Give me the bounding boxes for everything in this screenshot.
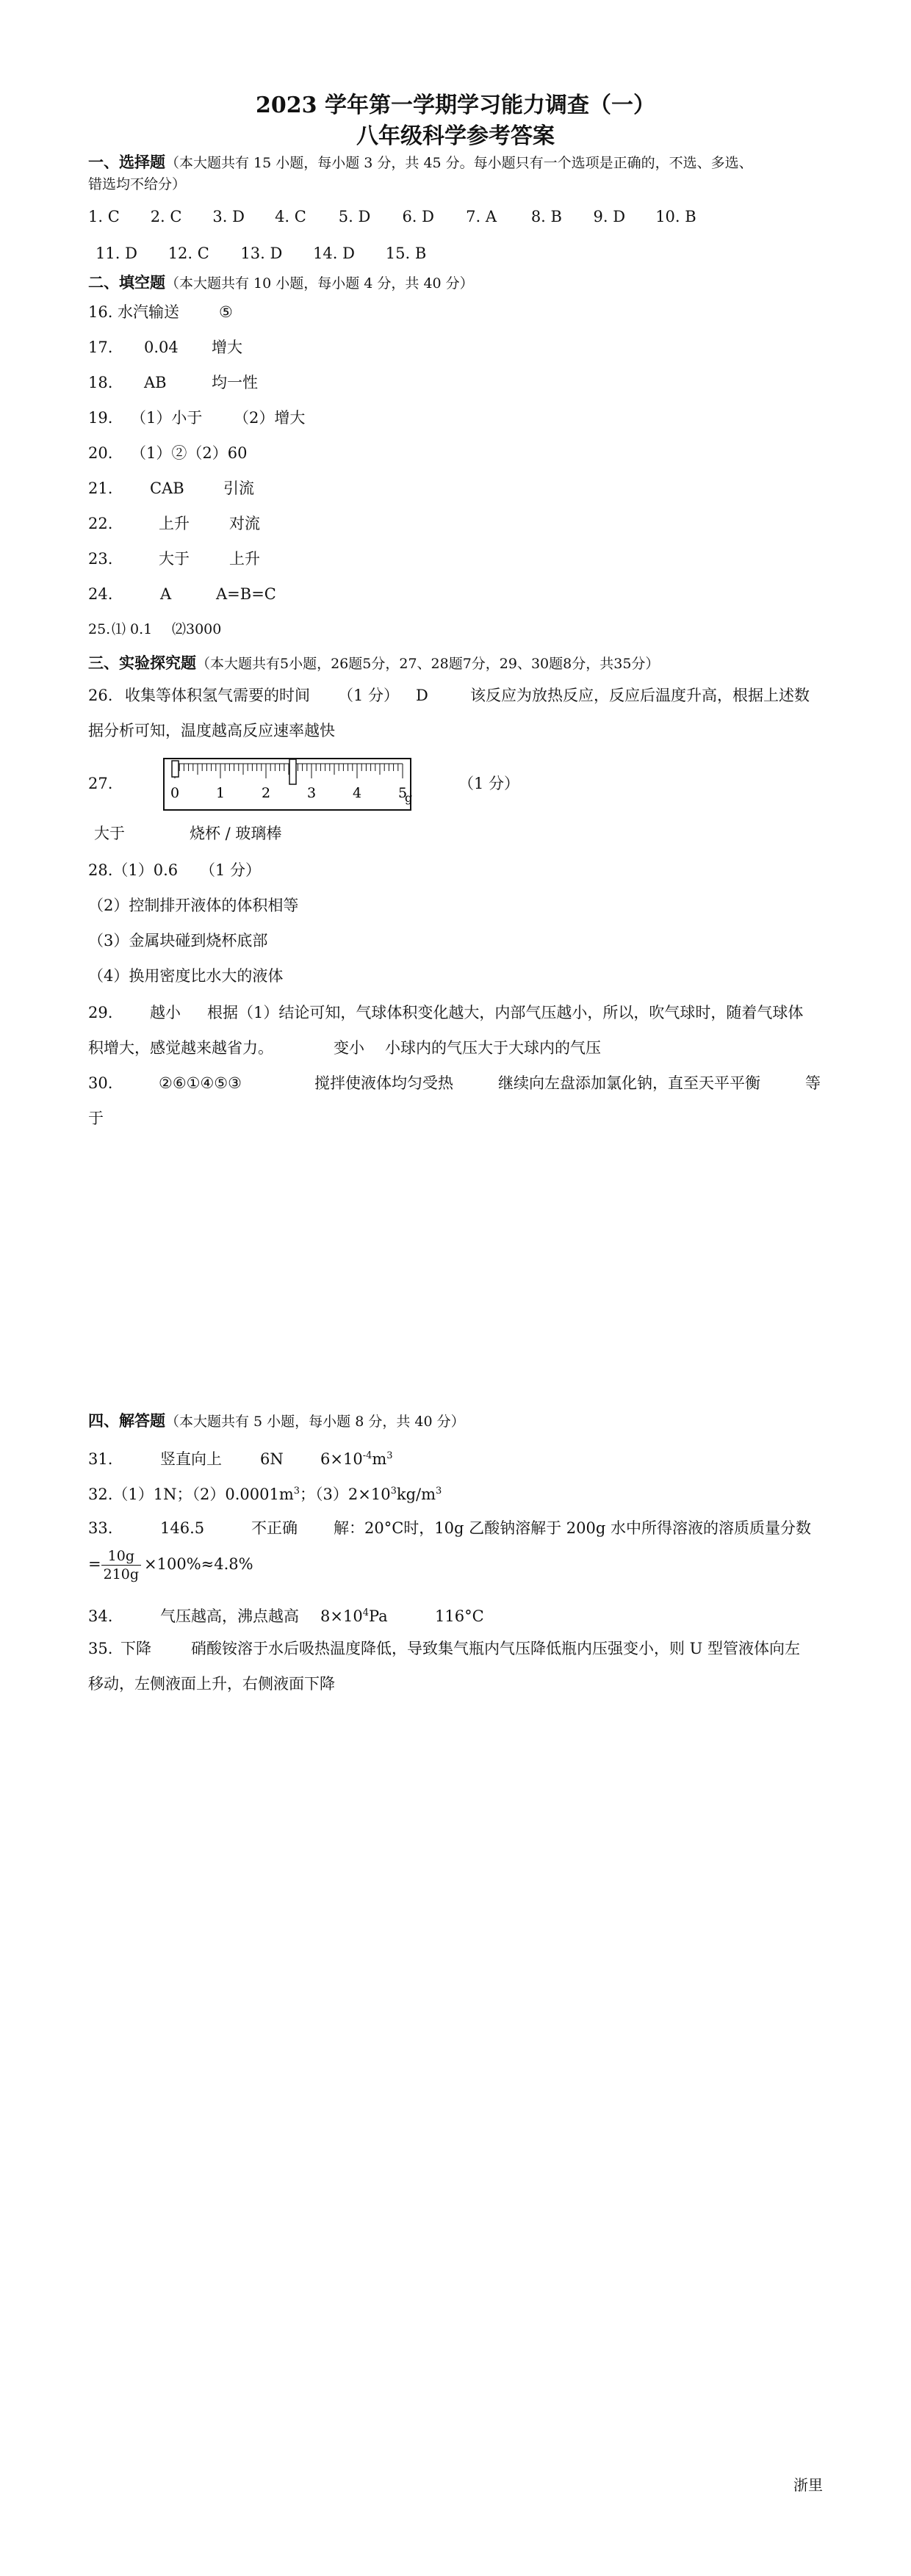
choice-answer: 8. B [530, 208, 562, 225]
answer-b [320, 1602, 435, 1627]
answer-q24 [88, 583, 276, 605]
answer-b: 烧杯 / 玻璃棒 [190, 825, 282, 842]
q-number: 25. [88, 621, 111, 637]
choice-answer: 7. A [466, 208, 497, 225]
answer-q31 [88, 1445, 393, 1470]
answer-a: （1）②（2）60 [131, 444, 248, 462]
answer-c: 积增大，感觉越来越省力。 [88, 1039, 273, 1057]
ruler-tick-label: 3 [306, 785, 317, 801]
answer-a: 0.04 [144, 339, 179, 356]
q-number: 34. [88, 1607, 113, 1625]
choice-answer: 14. D [313, 245, 355, 262]
answer-a: 越小 [150, 1004, 181, 1021]
answer-a: 32.（1）1N；（2）0.0001m [88, 1486, 294, 1503]
answer-b: D [416, 687, 428, 704]
answer-q30-line-1 [88, 1072, 821, 1094]
answer-a: AB [144, 374, 167, 391]
ruler-tick-label: 0 [170, 785, 180, 801]
choice-answer: 1. C [88, 208, 120, 225]
answer-a: CAB [150, 480, 184, 497]
answer-q30-line-2: 于 [88, 1110, 104, 1127]
answer-b: 不正确 [251, 1519, 298, 1537]
answer-result: ×100%≈4.8% [144, 1555, 253, 1573]
answer-q28-line-1 [88, 859, 261, 881]
answer-q28-line-3: （3）金属块碰到烧杯底部 [88, 932, 268, 949]
answer-c: 继续向左盘添加氯化钠，直至天平平衡 [498, 1074, 760, 1092]
answer-q26-line-1 [88, 684, 810, 706]
q-number: 21. [88, 480, 113, 497]
answer-c: 该反应为放热反应，反应后温度升高，根据上述数 [470, 687, 810, 704]
title-line-1: 2023 学年第一学期学习能力调查（一） [256, 93, 655, 118]
answer-a: （1）小于 [131, 409, 203, 427]
choice-answer: 15. B [385, 245, 427, 262]
answer-b: ⑤ [219, 303, 233, 321]
q-number: 35. [88, 1640, 113, 1657]
section3-heading: 三、实验探究题 [88, 654, 196, 672]
ruler-tick-label: 2 [261, 785, 271, 801]
equals-sign: = [88, 1555, 101, 1573]
ruler-tick-label: 1 [215, 785, 226, 801]
exponent: 3 [386, 1450, 393, 1461]
answer-d: 等 [805, 1074, 821, 1092]
q-number: 31. [88, 1450, 113, 1468]
answer-b: 引流 [223, 480, 254, 497]
q-number: 23. [88, 550, 113, 568]
choice-answer: 11. D [96, 245, 137, 262]
answer-q32 [88, 1480, 442, 1505]
section4-heading: 四、解答题 [88, 1411, 165, 1430]
answer-q16 [88, 301, 233, 323]
value: 8×10 [320, 1607, 363, 1625]
answer-q20 [88, 442, 247, 464]
exponent: 4 [362, 1607, 369, 1618]
q-number: 30. [88, 1074, 113, 1092]
ruler-slider [289, 759, 296, 784]
ruler-tick-label: 4 [352, 785, 362, 801]
answer-q18 [88, 372, 258, 394]
answer-c: 解：20°C时，10g 乙酸钠溶解于 200g 水中所得溶液的溶质质量分数 [334, 1519, 812, 1537]
scale-ruler [163, 758, 413, 812]
q27-score: （1 分） [458, 775, 520, 792]
answer-b: A=B=C [216, 585, 276, 603]
answer-q35-line-2: 移动，左侧液面上升，右侧液面下降 [88, 1675, 335, 1693]
choice-answer: 10. B [655, 208, 696, 225]
answer-q28-line-2: （2）控制排开液体的体积相等 [88, 897, 299, 914]
answer-q28-line-4: （4）换用密度比水大的液体 [88, 967, 284, 985]
exponent: 3 [436, 1486, 442, 1497]
value: 6×10 [320, 1450, 363, 1468]
answer-b: ⑵3000 [172, 621, 222, 637]
exponent: 3 [293, 1486, 300, 1497]
answer-b: 均一性 [212, 374, 258, 391]
answer-q33-line-2 [88, 1546, 253, 1583]
q-number: 17. [88, 339, 113, 356]
choice-answer: 6. D [402, 208, 434, 225]
answer-q23 [88, 548, 260, 570]
section4-header [88, 1410, 465, 1433]
q-number: 24. [88, 585, 113, 603]
answer-c: 116°C [435, 1607, 484, 1625]
choice-answer: 4. C [275, 208, 306, 225]
answer-b: ；（3）2×10 [300, 1486, 391, 1503]
q27-number: 27. [88, 775, 113, 792]
unit: Pa [368, 1607, 388, 1625]
fraction-denominator: 210g [103, 1566, 140, 1582]
answer-a: 竖直向上 [160, 1450, 222, 1468]
q-number: 22. [88, 515, 113, 532]
answer-q27-line-2 [94, 822, 281, 844]
section1-note-1: （本大题共有 15 小题，每小题 3 分，共 45 分。每小题只有一个选项是正确的，不选、多选、 [165, 155, 753, 171]
answer-a: 气压越高，沸点越高 [160, 1607, 299, 1625]
answer-a: 大于 [159, 550, 190, 568]
choice-answer: 5. D [338, 208, 371, 225]
answer-q29-line-2 [88, 1037, 601, 1059]
answer-b: 6N [260, 1450, 284, 1468]
q-number: 33. [88, 1519, 113, 1537]
answer-b: （2）增大 [234, 409, 306, 427]
q-number: 19. [88, 409, 113, 427]
answer-a: 下降 [120, 1640, 151, 1657]
answer-b: 上升 [229, 550, 260, 568]
q-number: 18. [88, 374, 113, 391]
ruler-unit: g [405, 791, 413, 805]
unit: m [372, 1450, 387, 1468]
answer-q21 [88, 477, 254, 499]
answer-a: 146.5 [160, 1519, 205, 1537]
answer-a: ⑴ 0.1 [112, 621, 153, 637]
score-note: （1 分） [338, 687, 400, 704]
choice-answer: 9. D [593, 208, 626, 225]
section1-heading: 一、选择题 [88, 153, 165, 171]
answer-a: 大于 [94, 825, 125, 842]
answer-b: 对流 [229, 515, 260, 532]
fraction [101, 1547, 141, 1583]
answer-q19 [88, 407, 305, 429]
answer-a: 收集等体积氢气需要的时间 [125, 687, 310, 704]
q-number: 29. [88, 1004, 113, 1021]
section1-header [88, 151, 753, 174]
answer-a: 水汽输送 [118, 303, 179, 321]
section2-header [88, 272, 474, 294]
choice-answer: 12. C [168, 245, 209, 262]
section4-note: （本大题共有 5 小题，每小题 8 分，共 40 分） [165, 1414, 465, 1430]
answer-a: A [160, 585, 172, 603]
answer-q33-line-1 [88, 1517, 811, 1539]
answer-a: 28.（1）0.6 [88, 861, 179, 879]
fraction-numerator: 10g [101, 1547, 141, 1566]
footer-mark: 浙里 [793, 2476, 823, 2494]
answer-q29-line-1 [88, 1002, 803, 1024]
section2-note: （本大题共有 10 小题，每小题 4 分，共 40 分） [165, 275, 474, 292]
answer-q22 [88, 513, 260, 535]
answer-d: 变小 [334, 1039, 364, 1057]
q-number: 26. [88, 687, 113, 704]
q-number: 20. [88, 444, 113, 462]
answer-b: 硝酸铵溶于水后吸热温度降低，导致集气瓶内气压降低瓶内压强变小，则 U 型管液体向左 [191, 1640, 801, 1657]
ruler-zero-marker [172, 761, 179, 777]
score-note: （1 分） [200, 861, 262, 879]
answer-b: 根据（1）结论可知，气球体积变化越大，内部气压越小，所以，吹气球时，随着气球体 [207, 1004, 804, 1021]
choice-answer: 13. D [240, 245, 283, 262]
choice-row-2 [96, 242, 426, 264]
answer-e: 小球内的气压大于大球内的气压 [385, 1039, 601, 1057]
ruler-frame [164, 759, 411, 810]
answer-b: 增大 [212, 339, 242, 356]
answer-a: ②⑥①④⑤③ [159, 1074, 242, 1092]
exponent: -4 [362, 1450, 372, 1461]
q-number: 16. [88, 303, 113, 321]
answer-q17 [88, 336, 242, 358]
answer-q35-line-1 [88, 1638, 800, 1660]
section1-note-2: 错选均不给分） [88, 176, 187, 192]
section2-heading: 二、填空题 [88, 273, 165, 292]
choice-row-1 [88, 206, 696, 228]
choice-answer: 3. D [212, 208, 245, 225]
answer-q25 [88, 618, 221, 640]
answer-q26-line-2: 据分析可知，温度越高反应速率越快 [88, 722, 335, 739]
unit: kg/m [396, 1486, 436, 1503]
choice-answer: 2. C [150, 208, 182, 225]
title-line-2: 八年级科学参考答案 [356, 123, 555, 149]
answer-b: 搅拌使液体均匀受热 [314, 1074, 453, 1092]
answer-q34 [88, 1602, 484, 1627]
ruler-tick-label: 5 [397, 785, 408, 801]
section3-note: （本大题共有5小题，26题5分，27、28题7分，29、30题8分，共35分） [196, 656, 660, 672]
answer-c [320, 1445, 393, 1470]
exponent: 3 [390, 1486, 397, 1497]
answer-a: 上升 [159, 515, 190, 532]
section3-header [88, 652, 659, 675]
ruler-ticks [175, 764, 403, 778]
